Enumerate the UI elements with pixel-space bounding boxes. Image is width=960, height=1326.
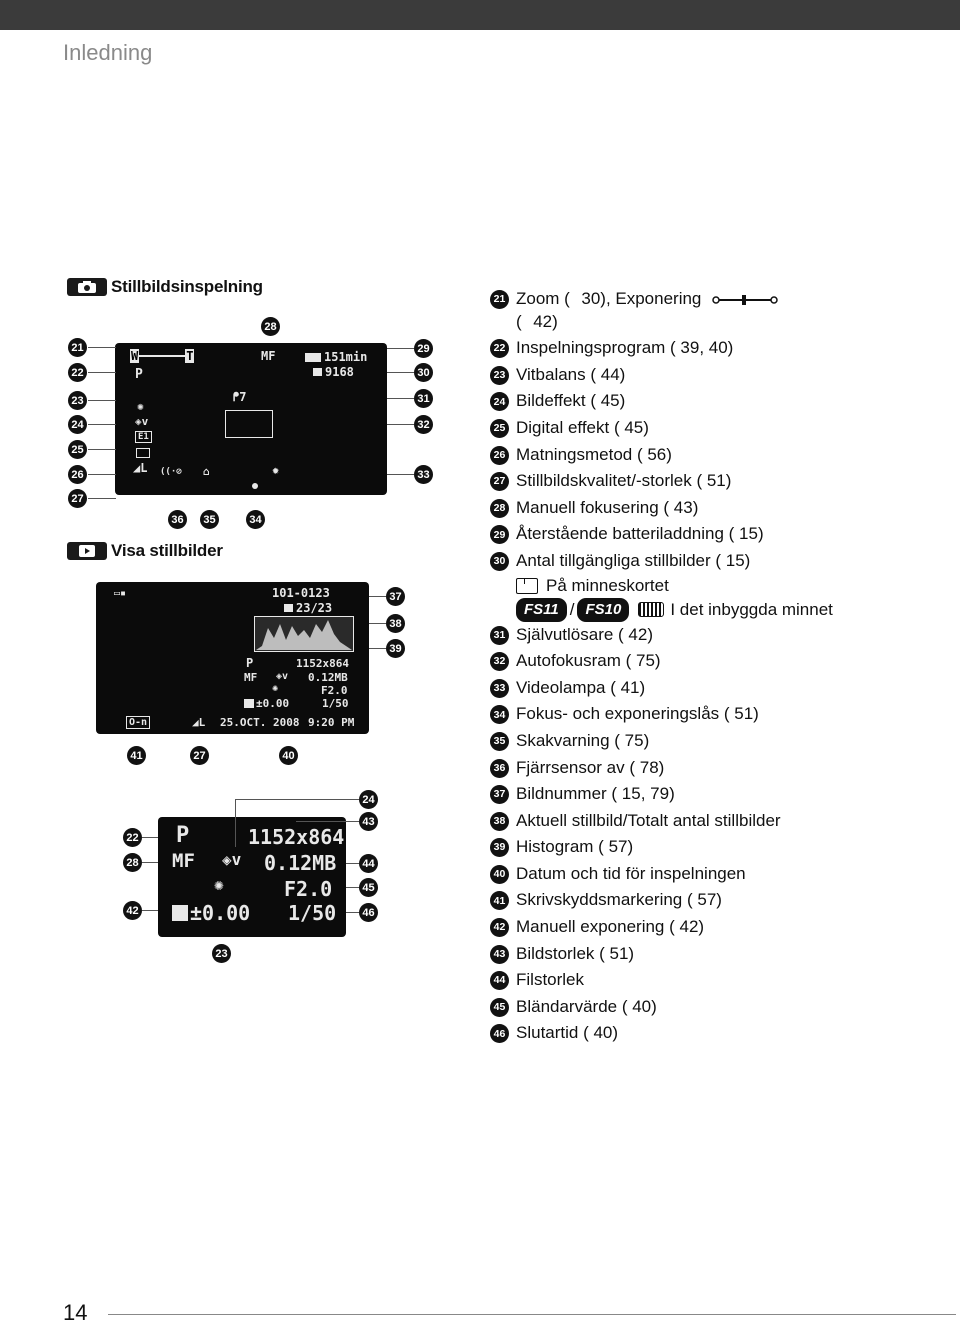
list-item-27: 27 Stillbildskvalitet/-storlek ( 51) (490, 468, 930, 495)
callout-35: 35 (200, 510, 219, 529)
mf-label: MF (261, 349, 276, 363)
shake-warning-icon: ⌂ (203, 465, 210, 478)
card-icon (313, 368, 322, 376)
battery-time: 151min (305, 350, 367, 364)
page-header: Inledning (63, 40, 153, 65)
list-item-44: 44 Filstorlek (490, 967, 930, 994)
histogram (254, 616, 354, 652)
image-effect-icon: ◈v (276, 671, 289, 682)
callout-45: 45 (359, 878, 378, 897)
list-item-46: 46 Slutartid ( 40) (490, 1020, 930, 1047)
list-item-25: 25 Digital effekt ( 45) (490, 415, 930, 442)
aperture: F2.0 (284, 877, 333, 901)
list-item-31: 31 Självutlösare ( 42) (490, 622, 930, 649)
screen-detail (158, 817, 346, 937)
list-item-35: 35 Skakvarning ( 75) (490, 728, 930, 755)
callout-46: 46 (359, 903, 378, 922)
callout-38: 38 (386, 614, 405, 633)
callout-27b: 27 (190, 746, 209, 765)
list-item-28: 28 Manuell fokusering ( 43) (490, 495, 930, 522)
program-label: P (246, 656, 254, 670)
list-item-42: 42 Manuell exponering ( 42) (490, 914, 930, 941)
screen-record (115, 343, 387, 495)
callout-29: 29 (414, 339, 433, 358)
list-item-22: 22 Inspelningsprogram ( 39, 40) (490, 335, 930, 362)
callout-44: 44 (359, 854, 378, 873)
footer-rule (108, 1314, 956, 1315)
image-size: 1152x864 (248, 825, 345, 849)
mf-label: MF (244, 671, 258, 684)
quality-icon: ◢L (133, 461, 148, 475)
remote-sensor-off-icon: ((·⊘ (160, 467, 182, 477)
list-item-23: 23 Vitbalans ( 44) (490, 362, 930, 389)
page-number: 14 (63, 1300, 88, 1325)
list-item-36: 36 Fjärrsensor av ( 78) (490, 755, 930, 782)
callout-24: 24 (68, 415, 87, 434)
callout-32: 32 (414, 415, 433, 434)
image-size: 1152x864 (296, 657, 349, 670)
callout-30: 30 (414, 363, 433, 382)
protect-icon: O-n (126, 716, 150, 729)
list-item-30-memory: FS11 / FS10 I det inbyggda minnet (490, 598, 930, 622)
aperture: F2.0 (321, 684, 348, 697)
list-item-38: 38 Aktuell stillbild/Totalt antal stillbilder (490, 808, 930, 835)
list-item-30-card: På minneskortet (490, 575, 930, 597)
exposure-icon (244, 699, 254, 708)
built-in-memory-icon (638, 602, 664, 617)
mf-label: MF (172, 850, 195, 872)
shutter: 1/50 (288, 901, 337, 925)
callout-31: 31 (414, 389, 433, 408)
callout-43: 43 (359, 812, 378, 831)
whitebalance-icon: ✺ (214, 875, 224, 894)
file-size: 0.12MB (264, 851, 337, 875)
top-bar (0, 0, 960, 30)
screen-playback (96, 582, 369, 734)
list-item-37: 37 Bildnummer ( 15, 79) (490, 781, 930, 808)
exposure: ±0.00 (172, 901, 250, 925)
list-item-43: 43 Bildstorlek ( 51) (490, 941, 930, 968)
record-time: 9:20 PM (308, 716, 355, 729)
callout-23: 23 (68, 391, 87, 410)
callout-28b: 28 (123, 853, 142, 872)
callout-22: 22 (68, 363, 87, 382)
callout-27: 27 (68, 489, 87, 508)
callout-39: 39 (386, 639, 405, 658)
file-number: 101-0123 (272, 586, 330, 600)
list-item-26: 26 Matningsmetod ( 56) (490, 442, 930, 469)
fs10-badge: FS10 (577, 598, 629, 622)
list-item-45: 45 Bländarvärde ( 40) (490, 994, 930, 1021)
callout-41: 41 (127, 746, 146, 765)
list-item-29: 29 Återstående batteriladdning ( 15) (490, 521, 930, 548)
image-effect-icon: ◈v (135, 415, 149, 428)
list-item-21-cont: ( 42) (516, 311, 558, 331)
callout-21: 21 (68, 338, 87, 357)
callout-23b: 23 (212, 944, 231, 963)
callout-25: 25 (68, 440, 87, 459)
callout-36: 36 (168, 510, 187, 529)
callout-37: 37 (386, 587, 405, 606)
list-item-39: 39 Histogram ( 57) (490, 834, 930, 861)
zoom-bar: W T (131, 349, 194, 363)
exposure: ±0.00 (244, 697, 289, 710)
selftimer-indicator: ᖰ7 (233, 390, 247, 404)
list-item-40: 40 Datum och tid för inspelningen (490, 861, 930, 888)
whitebalance-icon: ✺ (272, 683, 279, 694)
callout-34: 34 (246, 510, 265, 529)
callout-33: 33 (414, 465, 433, 484)
program-label: P (135, 367, 143, 382)
memory-card-icon (516, 578, 538, 594)
image-effect-icon: ◈v (222, 850, 242, 869)
shots-remaining: 9168 (313, 365, 354, 379)
callout-28: 28 (261, 317, 280, 336)
battery-icon (305, 353, 321, 362)
callout-42: 42 (123, 901, 142, 920)
callout-22b: 22 (123, 828, 142, 847)
list-item-21: 21 Zoom ( 30), Exponering (490, 286, 930, 313)
fs11-badge: FS11 (516, 598, 567, 622)
exposure-bar-icon (712, 294, 778, 306)
list-item-32: 32 Autofokusram ( 75) (490, 648, 930, 675)
shutter: 1/50 (322, 697, 349, 710)
program-label: P (176, 823, 190, 848)
camera-icon (67, 278, 107, 296)
quality-icon: ◢L (192, 716, 206, 729)
list-item-30: 30 Antal tillgängliga stillbilder ( 15) (490, 548, 930, 575)
record-date: 25.OCT. 2008 (220, 716, 300, 729)
section-title-record: Stillbildsinspelning (67, 276, 263, 298)
image-count: 23/23 (284, 601, 332, 615)
legend-list (490, 286, 930, 1047)
list-item-24: 24 Bildeffekt ( 45) (490, 388, 930, 415)
list-item-33: 33 Videolampa ( 41) (490, 675, 930, 702)
file-size: 0.12MB (308, 671, 348, 684)
protect-icon-top: ▭▪ (114, 588, 127, 599)
drive-mode-icon (136, 448, 150, 458)
play-icon (67, 542, 107, 560)
card-icon (284, 604, 293, 612)
digital-effect-icon: E1 (135, 431, 152, 443)
section-title-view: Visa stillbilder (67, 540, 223, 562)
ae-lock-dot (252, 483, 258, 489)
video-light-icon: ✹ (272, 463, 280, 477)
callout-40: 40 (279, 746, 298, 765)
callout-24b: 24 (359, 790, 378, 809)
callout-26: 26 (68, 465, 87, 484)
list-item-41: 41 Skrivskyddsmarkering ( 57) (490, 887, 930, 914)
exposure-icon (172, 905, 188, 921)
whitebalance-icon: ✺ (137, 400, 144, 413)
af-frame (225, 410, 273, 438)
list-item-34: 34 Fokus- och exponeringslås ( 51) (490, 701, 930, 728)
